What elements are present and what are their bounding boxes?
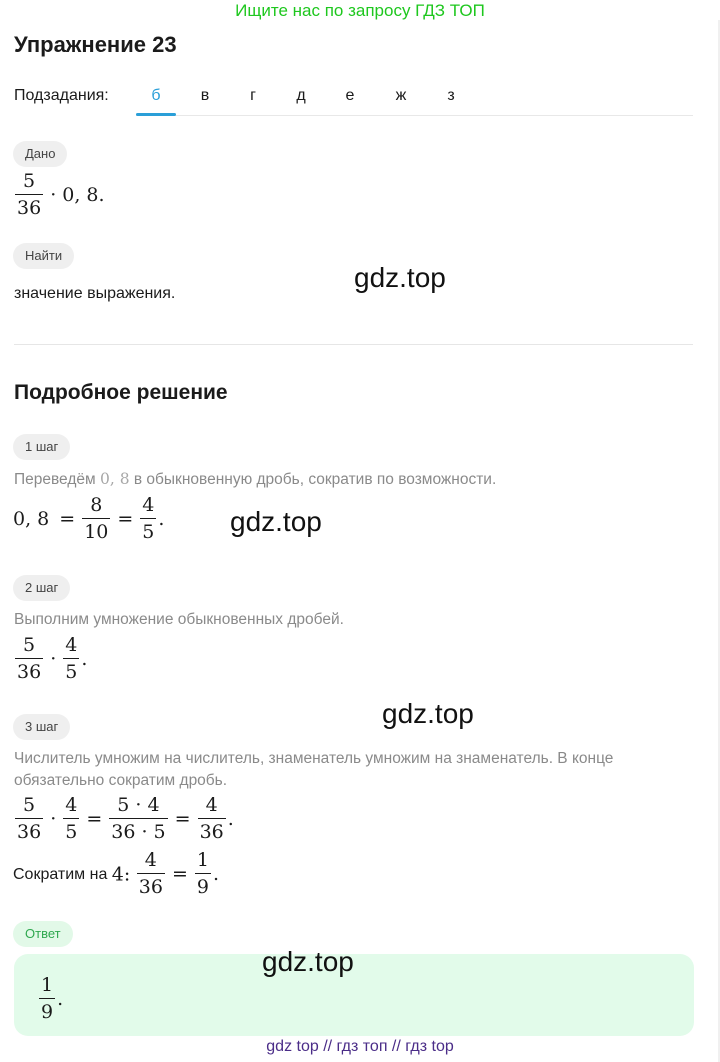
tab-v[interactable]: в bbox=[200, 87, 210, 104]
answer-chip: Ответ bbox=[13, 921, 73, 947]
step1-text: Переведём 0, 8 в обыкновенную дробь, сократив по возможности. bbox=[14, 470, 497, 488]
fraction: $\frac{5}{36}$ bbox=[17, 634, 42, 683]
tab-d[interactable]: д bbox=[296, 87, 306, 104]
tabs-divider bbox=[136, 115, 693, 116]
step2-chip: 2 шаг bbox=[13, 575, 70, 601]
find-chip: Найти bbox=[13, 243, 74, 269]
fraction: $\frac{5}{36}$ bbox=[17, 170, 42, 219]
step2-text: Выполним умножение обыкновенных дробей. bbox=[14, 611, 344, 628]
tab-e[interactable]: е bbox=[345, 87, 355, 104]
page-title: Упражнение 23 bbox=[14, 32, 177, 57]
tab-g[interactable]: г bbox=[250, 87, 256, 104]
subtasks-label: Подзадания: bbox=[14, 87, 109, 104]
step1-chip: 1 шаг bbox=[13, 434, 70, 460]
find-text: значение выражения. bbox=[14, 285, 176, 302]
given-expression: $\frac{5}{36}$ · 0, 8. bbox=[17, 170, 105, 219]
given-chip: Дано bbox=[13, 141, 67, 167]
answer-box bbox=[14, 954, 694, 1036]
fraction: $\frac{4}{5}$ bbox=[65, 634, 78, 683]
fraction: $\frac{4}{36}$ bbox=[138, 849, 163, 898]
watermark: gdz.top bbox=[230, 506, 322, 537]
step3-text: Числитель умножим на числитель, знаменатель умножим на знаменатель. В конце обязательно сократим дробь. bbox=[14, 750, 614, 789]
promo-banner[interactable]: Ищите нас по запросу ГДЗ ТОП bbox=[235, 1, 485, 20]
fraction: $\frac{4}{36}$ bbox=[199, 794, 224, 843]
tab-b[interactable]: б bbox=[151, 87, 161, 104]
step3-equation: $\frac{5}{36}$ · $\frac{4}{5}$ = $\frac{5 \cdot 4}{36 \cdot 5}$ = $\frac{4}{36}$ . bbox=[17, 794, 234, 843]
footer-links[interactable]: gdz top // гдз топ // гдз top bbox=[266, 1038, 454, 1055]
tab-z[interactable]: з bbox=[447, 87, 455, 104]
fraction: $\frac{4}{5}$ bbox=[65, 794, 78, 843]
active-tab-indicator bbox=[136, 113, 176, 116]
fraction: $\frac{1}{9}$ bbox=[196, 849, 209, 898]
solution-heading: Подробное решение bbox=[14, 381, 228, 404]
section-divider bbox=[14, 344, 693, 345]
step3-chip: 3 шаг bbox=[13, 714, 70, 740]
tab-zh[interactable]: ж bbox=[395, 87, 407, 104]
answer-value: $\frac{1}{9}$ . bbox=[41, 974, 64, 1023]
fraction: $\frac{1}{9}$ bbox=[41, 974, 54, 1023]
fraction: $\frac{5 \cdot 4}{36 \cdot 5}$ bbox=[111, 794, 166, 843]
step2-expression: $\frac{5}{36}$ · $\frac{4}{5}$ . bbox=[17, 634, 88, 683]
fraction: $\frac{8}{10}$ bbox=[84, 494, 109, 543]
fraction: $\frac{5}{36}$ bbox=[17, 794, 42, 843]
fraction: $\frac{4}{5}$ bbox=[142, 494, 155, 543]
step3-reduce: Сократим на 4: $\frac{4}{36}$ = $\frac{1}{9}$ . bbox=[13, 849, 219, 898]
watermark: gdz.top bbox=[354, 262, 446, 293]
step1-equation: 0, 8 = $\frac{8}{10}$ = $\frac{4}{5}$ . bbox=[13, 494, 165, 543]
watermark: gdz.top bbox=[262, 946, 354, 977]
watermark: gdz.top bbox=[382, 698, 474, 729]
